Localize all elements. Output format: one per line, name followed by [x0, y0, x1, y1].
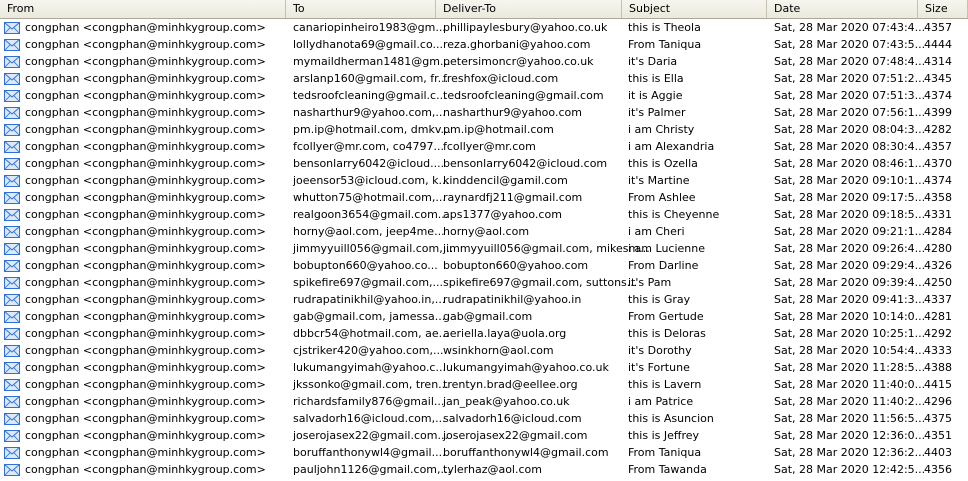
from-cell: [0, 70, 286, 87]
size-cell: 4415: [924, 378, 952, 391]
envelope-icon: [4, 158, 20, 170]
column-header-subject[interactable]: Subject: [622, 0, 767, 18]
message-row[interactable]: [0, 121, 968, 138]
size-cell: 4337: [924, 293, 952, 306]
date-cell: Sat, 28 Mar 2020 09:39:4...: [774, 276, 926, 289]
message-row[interactable]: [0, 104, 968, 121]
from-text: congphan <congphan@minhkygroup.com>: [25, 123, 266, 136]
envelope-icon: [4, 175, 20, 187]
date-cell: Sat, 28 Mar 2020 10:25:1...: [774, 327, 926, 340]
to-cell: jimmyyuill056@gmail.com,...: [293, 242, 454, 255]
from-cell: [0, 87, 286, 104]
from-cell: [0, 393, 286, 410]
to-cell: mymaildherman1481@gm...: [293, 55, 451, 68]
date-cell: Sat, 28 Mar 2020 09:29:4...: [774, 259, 926, 272]
message-row[interactable]: [0, 53, 968, 70]
date-cell: Sat, 28 Mar 2020 09:10:1...: [774, 174, 926, 187]
message-row[interactable]: [0, 308, 968, 325]
column-header-from[interactable]: From: [0, 0, 286, 18]
deliver-to-cell: jan_peak@yahoo.co.uk: [443, 395, 570, 408]
from-cell: [0, 206, 286, 223]
subject-cell: From Taniqua: [628, 38, 702, 51]
from-text: congphan <congphan@minhkygroup.com>: [25, 378, 266, 391]
message-row[interactable]: [0, 206, 968, 223]
subject-cell: From Tawanda: [628, 463, 707, 476]
to-cell: horny@aol.com, jeep4me...: [293, 225, 445, 238]
subject-cell: this is Jeffrey: [628, 429, 700, 442]
subject-cell: From Taniqua: [628, 446, 702, 459]
from-cell: [0, 223, 286, 240]
to-cell: spikefire697@gmail.com,...: [293, 276, 444, 289]
column-header-date[interactable]: Date: [767, 0, 918, 18]
from-text: congphan <congphan@minhkygroup.com>: [25, 361, 266, 374]
from-text: congphan <congphan@minhkygroup.com>: [25, 174, 266, 187]
from-text: congphan <congphan@minhkygroup.com>: [25, 55, 266, 68]
from-text: congphan <congphan@minhkygroup.com>: [25, 242, 266, 255]
envelope-icon: [4, 39, 20, 51]
message-row[interactable]: [0, 325, 968, 342]
message-row[interactable]: [0, 291, 968, 308]
to-cell: pm.ip@hotmail.com, dmkv...: [293, 123, 452, 136]
to-cell: realgoon3654@gmail.com...: [293, 208, 449, 221]
column-header-deliver-to[interactable]: Deliver-To: [436, 0, 622, 18]
envelope-icon: [4, 311, 20, 323]
message-row[interactable]: [0, 257, 968, 274]
from-cell: [0, 427, 286, 444]
date-cell: Sat, 28 Mar 2020 07:51:3...: [774, 89, 926, 102]
to-cell: joserojasex22@gmail.com...: [293, 429, 448, 442]
envelope-icon: [4, 209, 20, 221]
message-row[interactable]: [0, 172, 968, 189]
size-cell: 4326: [924, 259, 952, 272]
message-row[interactable]: [0, 444, 968, 461]
from-text: congphan <congphan@minhkygroup.com>: [25, 429, 266, 442]
deliver-to-cell: kinddencil@gamil.com: [443, 174, 568, 187]
date-cell: Sat, 28 Mar 2020 09:21:1...: [774, 225, 926, 238]
to-cell: cjstriker420@yahoo.com,...: [293, 344, 444, 357]
from-cell: [0, 36, 286, 53]
to-cell: fcollyer@mr.com, co4797...: [293, 140, 445, 153]
subject-cell: From Gertude: [628, 310, 704, 323]
message-row[interactable]: [0, 87, 968, 104]
from-text: congphan <congphan@minhkygroup.com>: [25, 208, 266, 221]
subject-cell: it's Palmer: [628, 106, 686, 119]
size-cell: 4356: [924, 463, 952, 476]
size-cell: 4292: [924, 327, 952, 340]
deliver-to-cell: rudrapatinikhil@yahoo.in: [443, 293, 582, 306]
envelope-icon: [4, 124, 20, 136]
subject-cell: i am Patrice: [628, 395, 694, 408]
to-cell: pauljohn1126@gmail.com,...: [293, 463, 452, 476]
subject-cell: i am Cheri: [628, 225, 685, 238]
to-cell: richardsfamily876@gmail...: [293, 395, 445, 408]
date-cell: Sat, 28 Mar 2020 12:36:2...: [774, 446, 926, 459]
from-text: congphan <congphan@minhkygroup.com>: [25, 463, 266, 476]
date-cell: Sat, 28 Mar 2020 11:40:0...: [774, 378, 926, 391]
from-text: congphan <congphan@minhkygroup.com>: [25, 140, 266, 153]
date-cell: Sat, 28 Mar 2020 11:40:2...: [774, 395, 926, 408]
date-cell: Sat, 28 Mar 2020 09:17:5...: [774, 191, 926, 204]
to-cell: gab@gmail.com, jamessa...: [293, 310, 446, 323]
from-cell: [0, 410, 286, 427]
deliver-to-cell: boruffanthonywl4@gmail.com: [443, 446, 609, 459]
from-cell: [0, 240, 286, 257]
envelope-icon: [4, 328, 20, 340]
message-list: [0, 19, 968, 478]
to-cell: bobupton660@yahoo.co...: [293, 259, 438, 272]
message-row[interactable]: [0, 36, 968, 53]
size-cell: 4281: [924, 310, 952, 323]
deliver-to-cell: wsinkhorn@aol.com: [443, 344, 554, 357]
message-row[interactable]: [0, 223, 968, 240]
envelope-icon: [4, 243, 20, 255]
from-cell: [0, 121, 286, 138]
date-cell: Sat, 28 Mar 2020 12:36:0...: [774, 429, 926, 442]
date-cell: Sat, 28 Mar 2020 10:54:4...: [774, 344, 926, 357]
size-cell: 4314: [924, 55, 952, 68]
date-cell: Sat, 28 Mar 2020 08:46:1...: [774, 157, 926, 170]
envelope-icon: [4, 192, 20, 204]
deliver-to-cell: salvadorh16@icloud.com: [443, 412, 582, 425]
deliver-to-cell: aps1377@yahoo.com: [443, 208, 562, 221]
date-cell: Sat, 28 Mar 2020 09:18:5...: [774, 208, 926, 221]
envelope-icon: [4, 396, 20, 408]
from-cell: [0, 325, 286, 342]
message-row[interactable]: [0, 342, 968, 359]
size-cell: 4351: [924, 429, 952, 442]
date-cell: Sat, 28 Mar 2020 09:41:3...: [774, 293, 926, 306]
deliver-to-cell: raynardfj211@gmail.com: [443, 191, 583, 204]
deliver-to-cell: spikefire697@gmail.com, suttons...: [443, 276, 638, 289]
size-cell: 4374: [924, 89, 952, 102]
envelope-icon: [4, 345, 20, 357]
to-cell: lukumangyimah@yahoo.c...: [293, 361, 446, 374]
size-cell: 4374: [924, 174, 952, 187]
deliver-to-cell: bobupton660@yahoo.com: [443, 259, 589, 272]
date-cell: Sat, 28 Mar 2020 07:43:5...: [774, 38, 926, 51]
column-header-bar: [0, 0, 968, 19]
message-row[interactable]: [0, 359, 968, 376]
from-text: congphan <congphan@minhkygroup.com>: [25, 259, 266, 272]
date-cell: Sat, 28 Mar 2020 07:51:2...: [774, 72, 926, 85]
envelope-icon: [4, 260, 20, 272]
date-cell: Sat, 28 Mar 2020 07:43:4...: [774, 21, 926, 34]
from-text: congphan <congphan@minhkygroup.com>: [25, 157, 266, 170]
subject-cell: this is Ozella: [628, 157, 698, 170]
envelope-icon: [4, 22, 20, 34]
subject-cell: it is Aggie: [628, 89, 683, 102]
subject-cell: it's Martine: [628, 174, 690, 187]
subject-cell: i am Lucienne: [628, 242, 705, 255]
subject-cell: this is Gray: [628, 293, 691, 306]
to-cell: arslanp160@gmail.com, fr...: [293, 72, 449, 85]
date-cell: Sat, 28 Mar 2020 08:30:4...: [774, 140, 926, 153]
from-text: congphan <congphan@minhkygroup.com>: [25, 191, 266, 204]
from-text: congphan <congphan@minhkygroup.com>: [25, 21, 266, 34]
to-cell: boruffanthonywl4@gmail....: [293, 446, 446, 459]
envelope-icon: [4, 362, 20, 374]
size-cell: 4388: [924, 361, 952, 374]
size-cell: 4444: [924, 38, 952, 51]
from-text: congphan <congphan@minhkygroup.com>: [25, 225, 266, 238]
to-cell: dbbcr54@hotmail.com, ae...: [293, 327, 450, 340]
to-cell: nasharthur9@yahoo.com,...: [293, 106, 446, 119]
envelope-icon: [4, 294, 20, 306]
from-text: congphan <congphan@minhkygroup.com>: [25, 446, 266, 459]
from-text: congphan <congphan@minhkygroup.com>: [25, 310, 266, 323]
deliver-to-cell: aeriella.laya@uola.org: [443, 327, 567, 340]
subject-cell: this is Deloras: [628, 327, 706, 340]
envelope-icon: [4, 413, 20, 425]
to-cell: joeensor53@icloud.com, k...: [293, 174, 449, 187]
subject-cell: i am Christy: [628, 123, 695, 136]
date-cell: Sat, 28 Mar 2020 07:48:4...: [774, 55, 926, 68]
deliver-to-cell: trentyn.brad@eellee.org: [443, 378, 578, 391]
message-row[interactable]: [0, 70, 968, 87]
to-cell: bensonlarry6042@icloud....: [293, 157, 445, 170]
subject-cell: it's Dorothy: [628, 344, 692, 357]
message-row[interactable]: [0, 19, 968, 36]
message-row[interactable]: [0, 155, 968, 172]
from-cell: [0, 172, 286, 189]
message-row[interactable]: [0, 376, 968, 393]
deliver-to-cell: tedsroofcleaning@gmail.com: [443, 89, 604, 102]
deliver-to-cell: lukumangyimah@yahoo.co.uk: [443, 361, 609, 374]
envelope-icon: [4, 141, 20, 153]
date-cell: Sat, 28 Mar 2020 07:56:1...: [774, 106, 926, 119]
message-row[interactable]: [0, 138, 968, 155]
size-cell: 4282: [924, 123, 952, 136]
from-text: congphan <congphan@minhkygroup.com>: [25, 344, 266, 357]
from-text: congphan <congphan@minhkygroup.com>: [25, 395, 266, 408]
deliver-to-cell: tylerhaz@aol.com: [443, 463, 542, 476]
date-cell: Sat, 28 Mar 2020 12:42:5...: [774, 463, 926, 476]
from-cell: [0, 274, 286, 291]
envelope-icon: [4, 430, 20, 442]
to-cell: jkssonko@gmail.com, tren...: [293, 378, 449, 391]
deliver-to-cell: horny@aol.com: [443, 225, 530, 238]
subject-cell: From Ashlee: [628, 191, 696, 204]
size-cell: 4331: [924, 208, 952, 221]
from-text: congphan <congphan@minhkygroup.com>: [25, 293, 266, 306]
envelope-icon: [4, 90, 20, 102]
from-text: congphan <congphan@minhkygroup.com>: [25, 327, 266, 340]
subject-cell: this is Ella: [628, 72, 684, 85]
deliver-to-cell: joserojasex22@gmail.com: [443, 429, 588, 442]
subject-cell: this is Lavern: [628, 378, 702, 391]
from-cell: [0, 138, 286, 155]
deliver-to-cell: nasharthur9@yahoo.com: [443, 106, 582, 119]
from-cell: [0, 359, 286, 376]
envelope-icon: [4, 447, 20, 459]
subject-cell: From Darline: [628, 259, 699, 272]
size-cell: 4284: [924, 225, 952, 238]
deliver-to-cell: reza.ghorbani@yahoo.com: [443, 38, 591, 51]
to-cell: lollydhanota69@gmail.co...: [293, 38, 443, 51]
envelope-icon: [4, 464, 20, 476]
to-cell: canariopinheiro1983@gm...: [293, 21, 446, 34]
from-text: congphan <congphan@minhkygroup.com>: [25, 38, 266, 51]
envelope-icon: [4, 226, 20, 238]
envelope-icon: [4, 56, 20, 68]
from-text: congphan <congphan@minhkygroup.com>: [25, 412, 266, 425]
from-cell: [0, 308, 286, 325]
size-cell: 4403: [924, 446, 952, 459]
subject-cell: this is Asuncion: [628, 412, 714, 425]
from-cell: [0, 257, 286, 274]
message-row[interactable]: [0, 189, 968, 206]
message-row[interactable]: [0, 240, 968, 257]
deliver-to-cell: pm.ip@hotmail.com: [443, 123, 554, 136]
size-cell: 4375: [924, 412, 952, 425]
column-header-size[interactable]: Size: [918, 0, 968, 18]
message-row[interactable]: [0, 410, 968, 427]
size-cell: 4370: [924, 157, 952, 170]
to-cell: rudrapatinikhil@yahoo.in,...: [293, 293, 446, 306]
message-row[interactable]: [0, 393, 968, 410]
deliver-to-cell: jimmyyuill056@gmail.com, mikesm...: [443, 242, 650, 255]
size-cell: 4333: [924, 344, 952, 357]
deliver-to-cell: gab@gmail.com: [443, 310, 533, 323]
envelope-icon: [4, 379, 20, 391]
date-cell: Sat, 28 Mar 2020 11:28:5...: [774, 361, 926, 374]
from-cell: [0, 444, 286, 461]
date-cell: Sat, 28 Mar 2020 11:56:5...: [774, 412, 926, 425]
subject-cell: this is Cheyenne: [628, 208, 720, 221]
size-cell: 4358: [924, 191, 952, 204]
size-cell: 4296: [924, 395, 952, 408]
from-cell: [0, 376, 286, 393]
subject-cell: this is Theola: [628, 21, 701, 34]
size-cell: 4250: [924, 276, 952, 289]
subject-cell: i am Alexandria: [628, 140, 715, 153]
size-cell: 4345: [924, 72, 952, 85]
deliver-to-cell: phillipaylesbury@yahoo.co.uk: [443, 21, 608, 34]
message-row[interactable]: [0, 427, 968, 444]
envelope-icon: [4, 73, 20, 85]
subject-cell: it's Fortune: [628, 361, 690, 374]
to-cell: salvadorh16@icloud.com,...: [293, 412, 446, 425]
to-cell: whutton75@hotmail.com,...: [293, 191, 446, 204]
from-cell: [0, 53, 286, 70]
date-cell: Sat, 28 Mar 2020 10:14:0...: [774, 310, 926, 323]
from-cell: [0, 189, 286, 206]
deliver-to-cell: fcollyer@mr.com: [443, 140, 536, 153]
from-text: congphan <congphan@minhkygroup.com>: [25, 276, 266, 289]
from-cell: [0, 461, 286, 478]
from-text: congphan <congphan@minhkygroup.com>: [25, 89, 266, 102]
size-cell: 4357: [924, 21, 952, 34]
size-cell: 4280: [924, 242, 952, 255]
envelope-icon: [4, 107, 20, 119]
deliver-to-cell: bensonlarry6042@icloud.com: [443, 157, 608, 170]
date-cell: Sat, 28 Mar 2020 08:04:3...: [774, 123, 926, 136]
from-cell: [0, 291, 286, 308]
from-cell: [0, 19, 286, 36]
column-header-to[interactable]: To: [286, 0, 436, 18]
envelope-icon: [4, 277, 20, 289]
message-row[interactable]: [0, 461, 968, 478]
deliver-to-cell: freshfox@icloud.com: [443, 72, 559, 85]
date-cell: Sat, 28 Mar 2020 09:26:4...: [774, 242, 926, 255]
from-cell: [0, 342, 286, 359]
size-cell: 4399: [924, 106, 952, 119]
from-text: congphan <congphan@minhkygroup.com>: [25, 72, 266, 85]
from-cell: [0, 104, 286, 121]
deliver-to-cell: petersimoncr@yahoo.co.uk: [443, 55, 594, 68]
from-text: congphan <congphan@minhkygroup.com>: [25, 106, 266, 119]
size-cell: 4357: [924, 140, 952, 153]
from-cell: [0, 155, 286, 172]
subject-cell: it's Pam: [628, 276, 672, 289]
subject-cell: it's Daria: [628, 55, 678, 68]
message-row[interactable]: [0, 274, 968, 291]
to-cell: tedsroofcleaning@gmail.c...: [293, 89, 447, 102]
